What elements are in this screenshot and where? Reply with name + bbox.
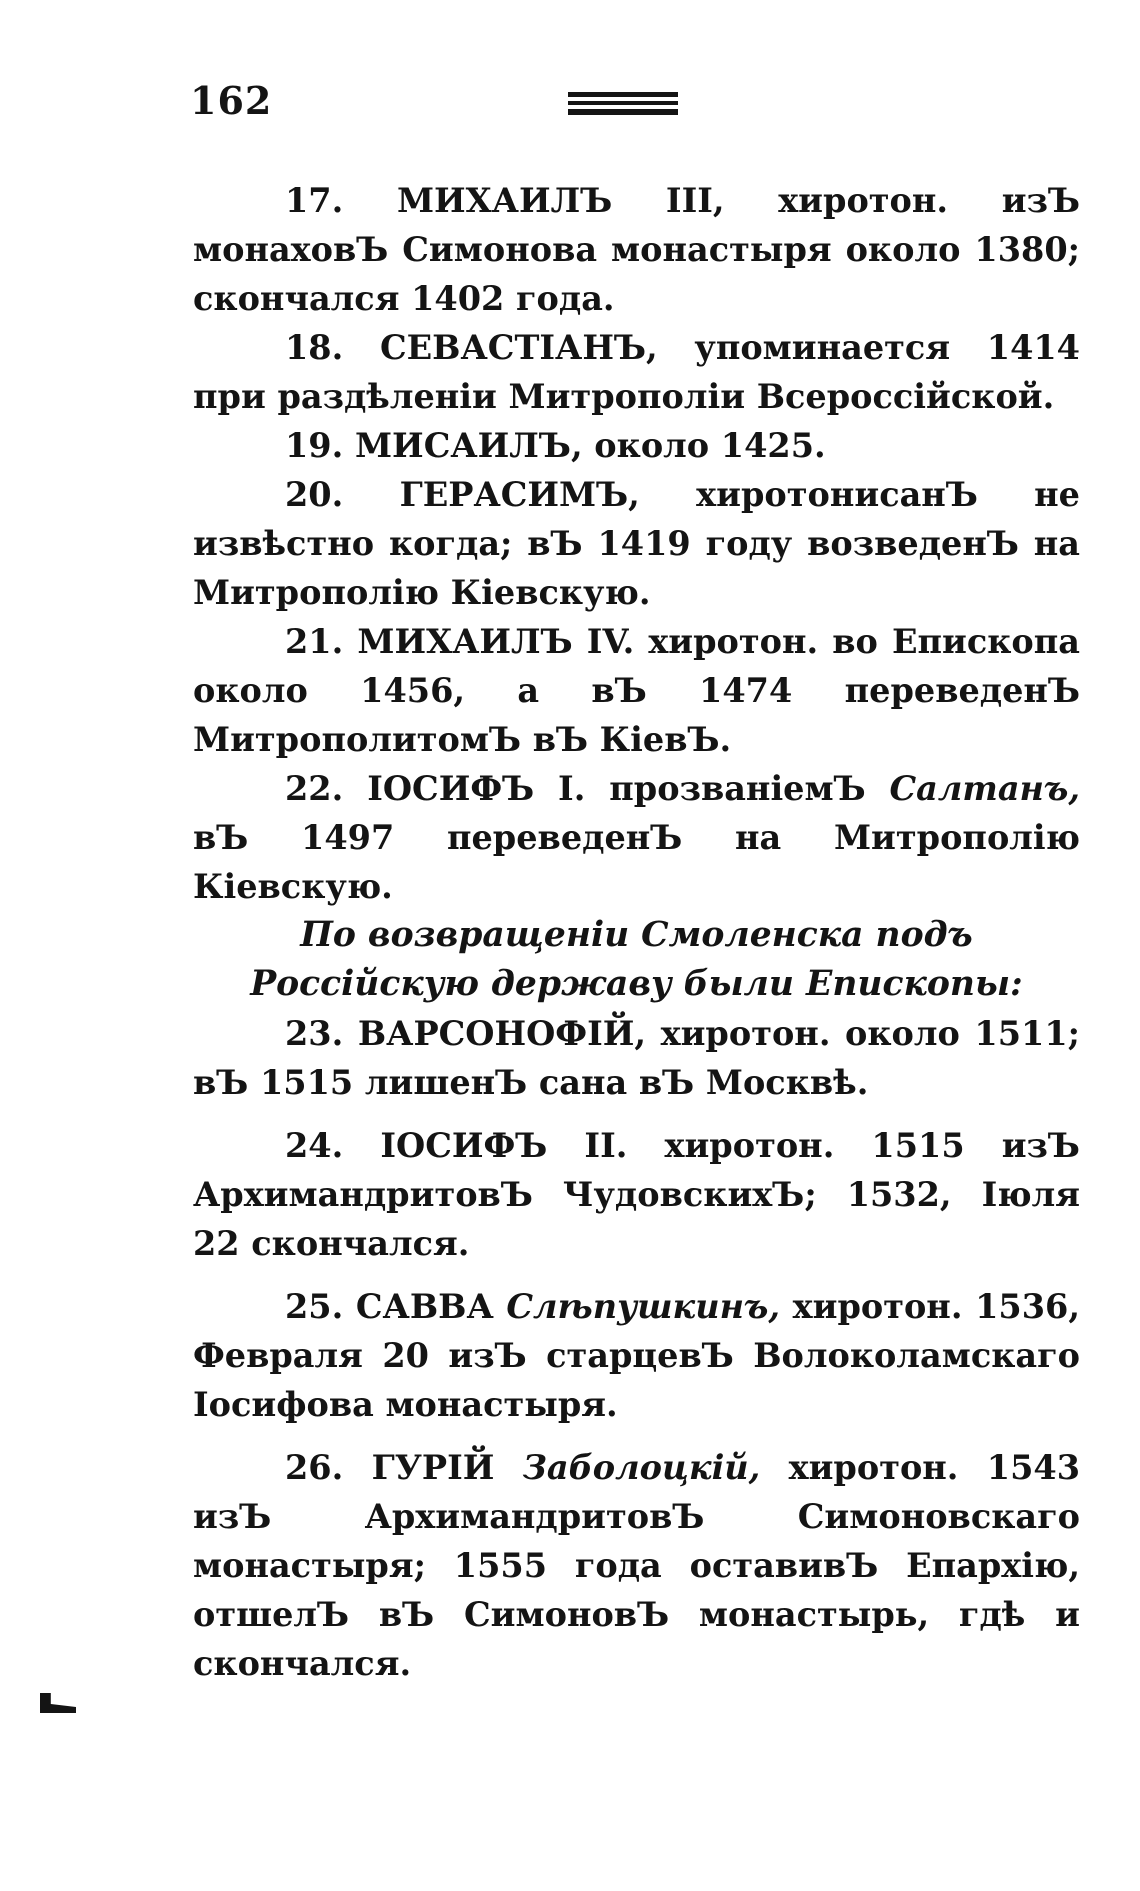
section-heading: По возвращеніи Смоленска подъ Россійскую державу были Епископы: <box>250 915 1023 1004</box>
entry-text: хиротон. изЪ монаховЪ Симонова монастыря около 1380; скончался 1402 года. <box>193 181 1080 318</box>
rule-line <box>568 101 678 105</box>
entry-26 <box>193 1443 1080 1688</box>
page-body <box>193 176 1080 1688</box>
entry-number: 17. <box>285 181 344 220</box>
entry-text: хиротон. во Епископа около 1456, а вЪ 1474 переведенЪ МитрополитомЪ вЪ КіевЪ. <box>193 622 1081 759</box>
entry-17 <box>193 176 1080 323</box>
entry-number: 22. <box>285 769 344 808</box>
entry-name: ІОСИФЪ I. <box>367 769 586 808</box>
entry-21 <box>193 617 1080 764</box>
entry-name: ІОСИФЪ II. <box>380 1126 628 1165</box>
entry-text: вЪ 1497 переведенЪ на Митрополію Кіевскую. <box>193 818 1080 906</box>
entry-text: хиротон. 1536, Февраля 20 изЪ старцевЪ Волоколамскаго Іосифова монастыря. <box>193 1287 1080 1424</box>
entry-name: ГУРІЙ <box>371 1448 495 1487</box>
entry-25 <box>193 1282 1080 1429</box>
header-ornament-rule <box>568 92 678 119</box>
entry-text: хиротонисанЪ не извѣстно когда; вЪ 1419 году возведенЪ на Митрополію Кіевскую. <box>193 475 1080 612</box>
entry-surname: Заболоцкій, <box>522 1448 761 1487</box>
entry-23 <box>193 1009 1080 1107</box>
entry-number: 26. <box>285 1448 344 1487</box>
entry-text: хиротон. около 1511; вЪ 1515 лишенЪ сана вЪ Москвѣ. <box>193 1014 1081 1102</box>
entry-text: упоминается 1414 при раздѣленіи Митрополіи Всероссійской. <box>193 328 1080 416</box>
entry-text: хиротон. 1515 изЪ АрхимандритовЪ ЧудовскихЪ; 1532, Іюля 22 скончался. <box>193 1126 1080 1263</box>
entry-text: около 1425. <box>582 426 826 465</box>
entry-number: 21. <box>285 622 344 661</box>
entry-18 <box>193 323 1080 421</box>
entry-number: 20. <box>285 475 344 514</box>
entry-19 <box>193 421 1080 470</box>
entry-name: САВВА <box>355 1287 494 1326</box>
entry-number: 25. <box>285 1287 344 1326</box>
rule-line <box>568 109 678 115</box>
entry-24 <box>193 1121 1080 1268</box>
entry-number: 23. <box>285 1014 344 1053</box>
entry-20 <box>193 470 1080 617</box>
entry-name: ВАРСОНОФІЙ, <box>357 1014 647 1053</box>
entry-text: прозваніемЪ <box>585 769 890 808</box>
printer-mark <box>40 1693 76 1713</box>
entry-number: 18. <box>285 328 344 367</box>
entry-text: хиротон. 1543 изЪ АрхимандритовЪ Симоновскаго монастыря; 1555 года оставивЪ Епархію, отшелЪ вЪ СимоновЪ монастырь, гдѣ и скончался. <box>193 1448 1080 1683</box>
entry-surname: Салтанъ, <box>889 769 1080 808</box>
entry-name: МИСАИЛЪ, <box>354 426 583 465</box>
entry-name: ГЕРАСИМЪ, <box>399 475 640 514</box>
entry-number: 24. <box>285 1126 344 1165</box>
entry-name: МИХАИЛЪ III, <box>396 181 725 220</box>
page-number: 162 <box>190 78 273 123</box>
entry-22 <box>193 764 1080 911</box>
entry-name: СЕВАСТІАНЪ, <box>379 328 658 367</box>
rule-line <box>568 92 678 97</box>
entry-number: 19. <box>285 426 344 465</box>
entry-name: МИХАИЛЪ IV. <box>357 622 635 661</box>
entry-surname: Слѣпушкинъ, <box>506 1287 781 1326</box>
